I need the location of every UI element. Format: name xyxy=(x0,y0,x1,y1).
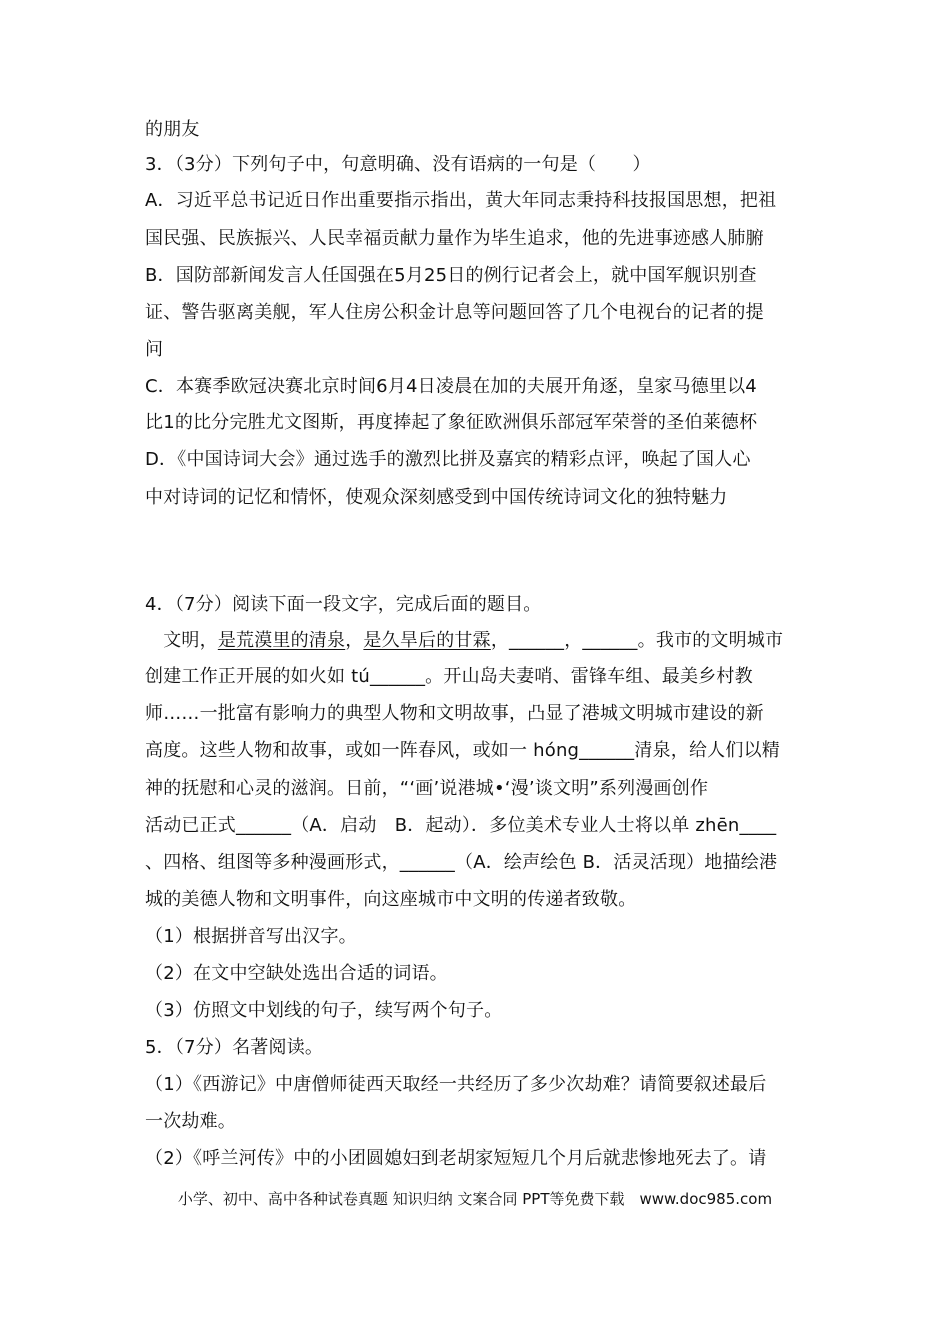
q5-stem: 5．（7分）名著阅读。 xyxy=(145,1037,324,1058)
q4-passage-line7: 、四格、组图等多种漫画形式，______（A．绘声绘色 B．活灵活现）地描绘港 xyxy=(145,852,778,873)
q3-option-b-line2: 证、警告驱离美舰，军人住房公积金计息等问题回答了几个电视台的记者的提 xyxy=(145,302,764,323)
q4-passage-line6: 活动已正式______（A．启动 B．起动）．多位美术专业人士将以单 zhēn____ xyxy=(145,815,777,836)
q4-underlined-sentence-1: 是荒漠里的清泉 xyxy=(217,630,346,651)
q3-option-c-line2: 比1的比分完胜尤文图斯，再度捧起了象征欧洲俱乐部冠军荣誉的圣伯莱德杯 xyxy=(145,412,758,433)
q4-underlined-sentence-2: 是久旱后的甘霖 xyxy=(363,630,491,651)
q4-p1-post: ，______，______。我市的文明城市 xyxy=(490,630,784,651)
q4-passage-line8: 城的美德人物和文明事件，向这座城市中文明的传递者致敬。 xyxy=(145,889,637,910)
q5-sub-question-2: （2）《呼兰河传》中的小团圆媳妇到老胡家短短几个月后就悲惨地死去了。请 xyxy=(145,1148,767,1169)
q3-option-d-line2: 中对诗词的记忆和情怀，使观众深刻感受到中国传统诗词文化的独特魅力 xyxy=(145,487,728,508)
q3-option-a-line2: 国民强、民族振兴、人民幸福贡献力量作为毕生追求，他的先进事迹感人肺腑 xyxy=(145,228,764,249)
q5-sub-question-1-line2: 一次劫难。 xyxy=(145,1111,236,1132)
q4-passage-line3: 师……一批富有影响力的典型人物和文明故事，凸显了港城文明城市建设的新 xyxy=(145,703,764,724)
q4-sub-question-2: （2）在文中空缺处选出合适的词语。 xyxy=(145,963,448,984)
page-footer: 小学、初中、高中各种试卷真题 知识归纳 文案合同 PPT等免费下载 www.doc985.com xyxy=(177,1190,773,1208)
q4-sub-question-1: （1）根据拼音写出汉字。 xyxy=(145,926,357,947)
q4-passage-line2: 创建工作正开展的如火如 tú______。开山岛夫妻哨、雷锋车组、最美乡村教 xyxy=(145,666,753,687)
q5-sub-question-1-line1: （1）《西游记》中唐僧师徒西天取经一共经历了多少次劫难？请简要叙述最后 xyxy=(145,1074,767,1095)
q4-sub-question-3: （3）仿照文中划线的句子，续写两个句子。 xyxy=(145,1000,503,1021)
q4-passage-line4: 高度。这些人物和故事，或如一阵春风，或如一 hóng______清泉，给人们以精 xyxy=(145,740,780,761)
q3-option-a-line1: A．习近平总书记近日作出重要指示指出，黄大年同志秉持科技报国思想，把祖 xyxy=(145,190,777,211)
q4-passage-line1 xyxy=(145,629,783,653)
q3-option-c-line1: C．本赛季欧冠决赛北京时间6月4日凌晨在加的夫展开角逐，皇家马德里以4 xyxy=(145,376,757,397)
q4-p1-pre: 文明， xyxy=(145,630,218,651)
q4-passage-line5: 神的抚慰和心灵的滋润。日前，“‘画’说港城•‘漫’谈文明”系列漫画创作 xyxy=(145,778,709,799)
continued-text: 的朋友 xyxy=(145,119,200,140)
q3-option-b-line1: B．国防部新闻发言人任国强在5月25日的例行记者会上，就中国军舰识别查 xyxy=(145,265,757,286)
q4-stem: 4．（7分）阅读下面一段文字，完成后面的题目。 xyxy=(145,594,542,615)
q4-p1-mid: ， xyxy=(345,630,364,651)
q3-option-b-line3: 问 xyxy=(145,339,164,360)
q3-option-d-line1: D．《中国诗词大会》通过选手的激烈比拼及嘉宾的精彩点评，唤起了国人心 xyxy=(145,449,751,470)
q3-stem: 3．（3分）下列句子中，句意明确、没有语病的一句是（ ） xyxy=(145,154,651,175)
